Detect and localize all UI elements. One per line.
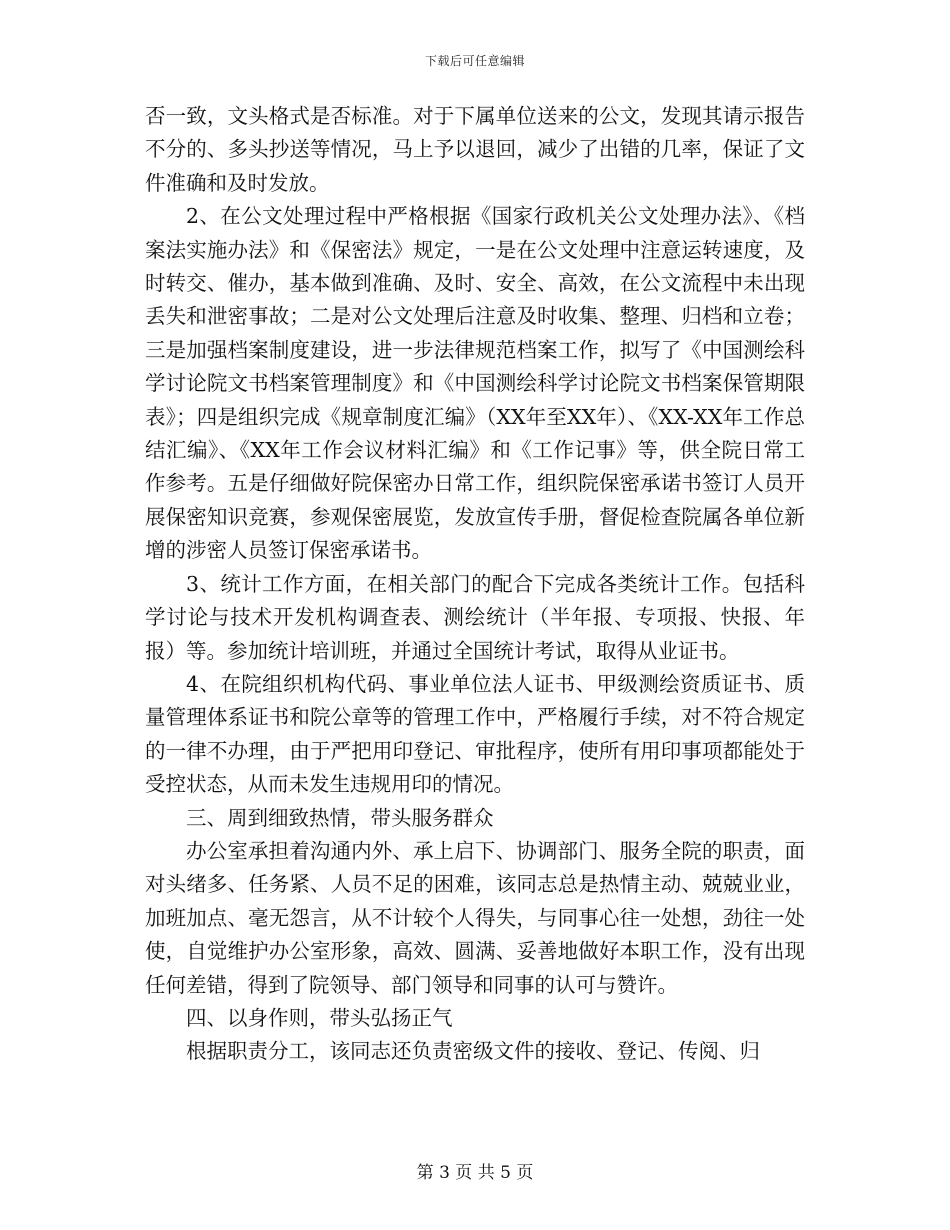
paragraph-3: 3、统计工作方面，在相关部门的配合下完成各类统计工作。包括科学讨论与技术开发机构调查表、测绘统计（半年报、专项报、快报、年报）等。参加统计培训班，并通过全国统计考试，取得从业证书。 bbox=[145, 571, 805, 663]
paragraph-6: 根据职责分工，该同志还负责密级文件的接收、登记、传阅、归 bbox=[186, 1039, 760, 1064]
page-number: 第 3 页 共 5 页 bbox=[416, 1163, 534, 1183]
paragraph-2: 2、在公文处理过程中严格根据《国家行政机关公文处理办法》、《档案法实施办法》和《保密法》规定，一是在公文处理中注意运转速度，及时转交、催办，基本做到准确、及时、安全、高效，在公文流程中未出现丢失和泄密事故；二是对公文处理后注意及时收集、整理、归档和立卷；三是加强档案制度建设，进一步法律规范档案工作，拟写了《中国测绘科学讨论院文书档案管理制度》和《中国测绘科学讨论院文书档案保管期限表》；四是组织完成《规章制度汇编》（XX年至XX年）、《XX-XX年工作总结汇编》、《XX年工作会议材料汇编》和《工作记事》等，供全院日常工作参考。五是仔细做好院保密办日常工作，组织院保密承诺书签订人员开展保密知识竞赛，参观保密展览，发放宣传手册，督促检查院属各单位新增的涉密人员签订保密承诺书。 bbox=[145, 204, 805, 563]
section-heading-3: 三、周到细致热情，带头服务群众 bbox=[186, 805, 494, 830]
page-header: 下载后可任意编辑 bbox=[424, 54, 525, 68]
section-heading-4: 四、以身作则，带头弘扬正气 bbox=[186, 1005, 453, 1030]
paragraph-5: 办公室承担着沟通内外、承上启下、协调部门、服务全院的职责，面对头绪多、任务紧、人员不足的困难，该同志总是热情主动、兢兢业业，加班加点、毫无怨言，从不计较个人得失，与同事心往一处想，劲往一处使，自觉维护办公室形象，高效、圆满、妥善地做好本职工作，没有出现任何差错，得到了院领导、部门领导和同事的认可与赞许。 bbox=[145, 838, 805, 997]
document-body bbox=[145, 100, 805, 1069]
page-footer bbox=[0, 1158, 950, 1183]
paragraph-4: 4、在院组织机构代码、事业单位法人证书、甲级测绘资质证书、质量管理体系证书和院公章等的管理工作中，严格履行手续，对不符合规定的一律不办理，由于严把用印登记、审批程序，使所有用印事项都能处于受控状态，从而未发生违规用印的情况。 bbox=[145, 671, 805, 797]
paragraph-1: 否一致，文头格式是否标准。对于下属单位送来的公文，发现其请示报告不分的、多头抄送等情况，马上予以退回，减少了出错的几率，保证了文件准确和及时发放。 bbox=[145, 104, 805, 195]
